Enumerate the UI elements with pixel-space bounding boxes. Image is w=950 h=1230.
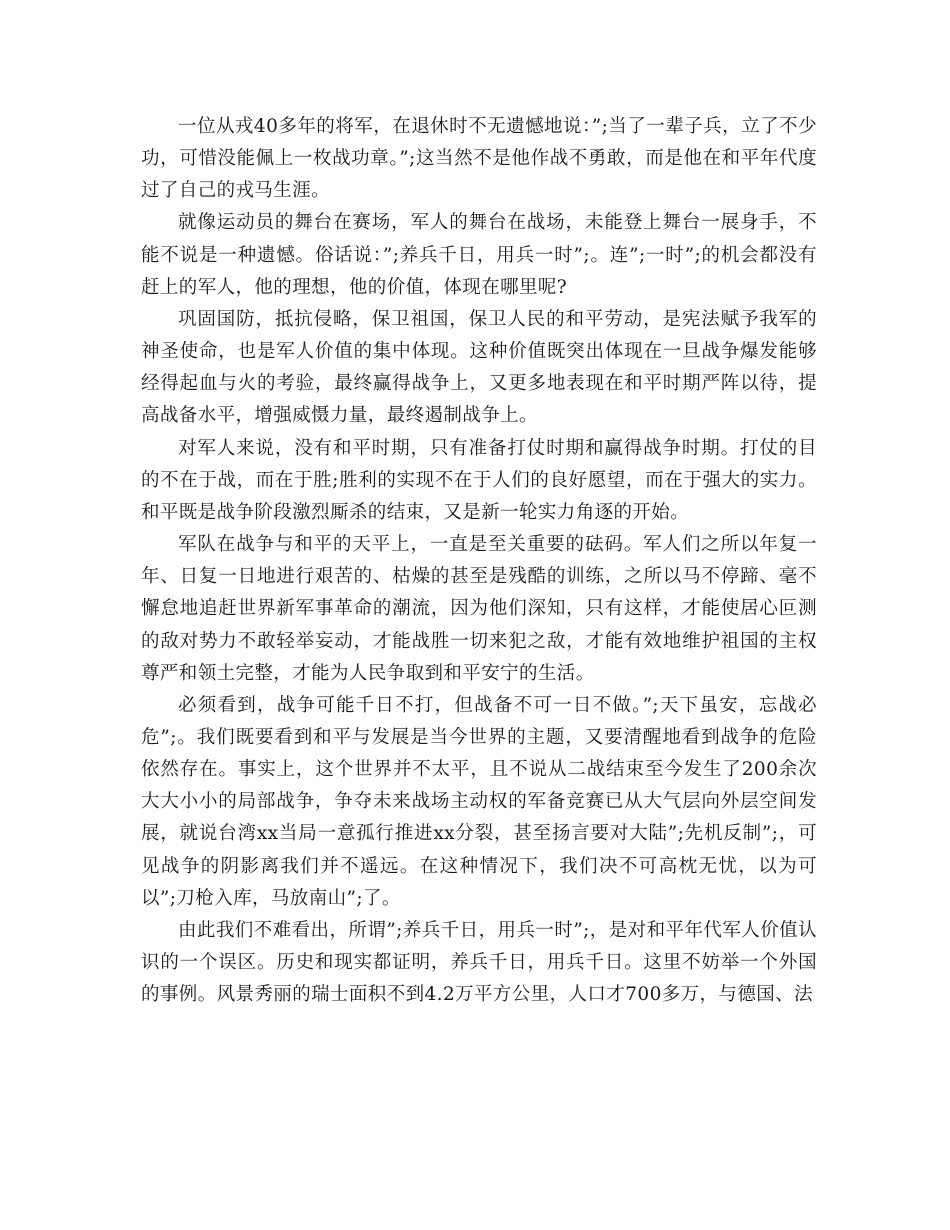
paragraph-7: 由此我们不难看出，所谓”;养兵千日，用兵一时”;，是对和平年代军人价值认识的一个误区。历史和现实都证明，养兵千日，用兵千日。这里不妨举一个外国的事例。风景秀丽的瑞士面积不到4.2万平方公里，人口才700多万，与德国、法 <box>141 919 817 1006</box>
paragraph-2: 就像运动员的舞台在赛场，军人的舞台在战场，未能登上舞台一展身手，不能不说是一种遗憾。俗话说：”;养兵千日，用兵一时”;。连”;一时”;的机会都没有赶上的军人，他的理想，他的价值，体现在哪里呢? <box>141 212 817 298</box>
paragraph-6: 必须看到，战争可能千日不打，但战备不可一日不做。”;天下虽安，忘战必危”;。我们既要看到和平与发展是当今世界的主题，又要清醒地看到战争的危险依然存在。事实上，这个世界并不太平，且不说从二战结束至今发生了200余次大大小小的局部战争，争夺未来战场主动权的军备竞赛已从大气层向外层空间发展，就说台湾xx当局一意孤行推进xx分裂，甚至扬言要对大陆”;先机反制”;，可见战争的阴影离我们并不遥远。在这种情况下，我们决不可高枕无忧，以为可以”;刀枪入库，马放南山”;了。 <box>141 694 817 909</box>
paragraph-3: 巩固国防，抵抗侵略，保卫祖国，保卫人民的和平劳动，是宪法赋予我军的神圣使命，也是军人价值的集中体现。这种价值既突出体现在一旦战争爆发能够经得起血与火的考验，最终赢得战争上，又更多地表现在和平时期严阵以待，提高战备水平，增强威慑力量，最终遏制战争上。 <box>141 308 817 427</box>
paragraph-4: 对军人来说，没有和平时期，只有准备打仗时期和赢得战争时期。打仗的目的不在于战，而在于胜;胜利的实现不在于人们的良好愿望，而在于强大的实力。和平既是战争阶段激烈厮杀的结束，又是新一轮实力角逐的开始。 <box>141 437 817 523</box>
paragraph-1: 一位从戎40多年的将军，在退休时不无遗憾地说：”;当了一辈子兵，立了不少功，可惜没能佩上一枚战功章。”;这当然不是他作战不勇敢，而是他在和平年代度过了自己的戎马生涯。 <box>141 116 817 202</box>
document-body <box>141 111 817 1011</box>
paragraph-5: 军队在战争与和平的天平上，一直是至关重要的砝码。军人们之所以年复一年、日复一日地进行艰苦的、枯燥的甚至是残酷的训练，之所以马不停蹄、毫不懈怠地追赶世界新军事革命的潮流，因为他们深知，只有这样，才能使居心叵测的敌对势力不敢轻举妄动，才能战胜一切来犯之敌，才能有效地维护祖国的主权尊严和领土完整，才能为人民争取到和平安宁的生活。 <box>141 534 817 684</box>
